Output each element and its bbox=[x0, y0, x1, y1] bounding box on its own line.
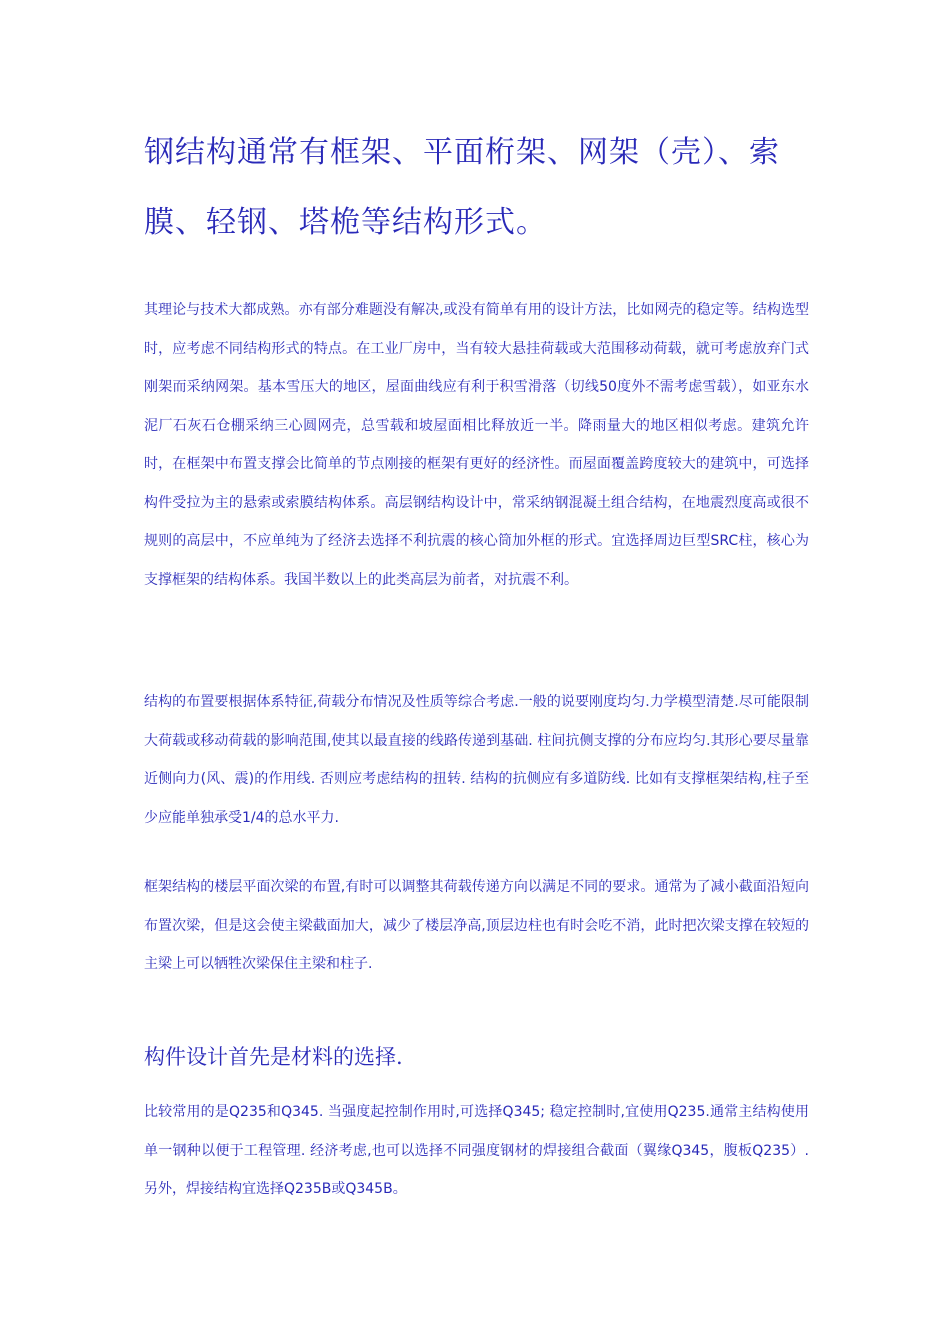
paragraph-structure-selection: 其理论与技术大都成熟。亦有部分难题没有解决,或没有简单有用的设计方法，比如网壳的稳定等。结构选型时，应考虑不同结构形式的特点。在工业厂房中，当有较大悬挂荷载或大范围移动荷载，就可考虑放弃门式刚架而采纳网架。基本雪压大的地区，屋面曲线应有利于积雪滑落（切线50度外不需考虑雪载），如亚东水泥厂石灰石仓棚采纳三心圆网壳，总雪载和坡屋面相比释放近一半。降雨量大的地区相似考虑。建筑允许时，在框架中布置支撑会比简单的节点刚接的框架有更好的经济性。而屋面覆盖跨度较大的建筑中，可选择构件受拉为主的悬索或索膜结构体系。高层钢结构设计中，常采纳钢混凝土组合结构，在地震烈度高或很不规则的高层中，不应单纯为了经济去选择不利抗震的核心筒加外框的形式。宜选择周边巨型SRC柱，核心为支撑框架的结构体系。我国半数以上的此类高层为前者，对抗震不利。 bbox=[144, 302, 809, 588]
paragraph-structure-layout: 结构的布置要根据体系特征,荷载分布情况及性质等综合考虑.一般的说要刚度均匀.力学模型清楚.尽可能限制大荷载或移动荷载的影响范围,使其以最直接的线路传递到基础. 柱间抗侧支撑的分布应均匀.其形心要尽量靠近侧向力(风、震)的作用线. 否则应考虑结构的扭转. 结构的抗侧应有多道防线. 比如有支撑框架结构,柱子至少应能单独承受1/4的总水平力. bbox=[144, 694, 809, 826]
section-heading-materials: 构件设计首先是材料的选择. bbox=[144, 1045, 403, 1069]
paragraph-materials: 比较常用的是Q235和Q345. 当强度起控制作用时,可选择Q345; 稳定控制时,宜使用Q235.通常主结构使用单一钢种以便于工程管理. 经济考虑,也可以选择不同强度钢材的焊接组合截面（翼缘Q345，腹板Q235）. 另外，焊接结构宜选择Q235B或Q345B。 bbox=[144, 1104, 809, 1197]
paragraph-secondary-beams: 框架结构的楼层平面次梁的布置,有时可以调整其荷载传递方向以满足不同的要求。通常为了减小截面沿短向布置次梁，但是这会使主梁截面加大，减少了楼层净高,顶层边柱也有时会吃不消，此时把次梁支撑在较短的主梁上可以牺牲次梁保住主梁和柱子. bbox=[144, 879, 809, 972]
page-title: 钢结构通常有框架、平面桁架、网架（壳）、索膜、轻钢、塔桅等结构形式。 bbox=[144, 135, 780, 240]
